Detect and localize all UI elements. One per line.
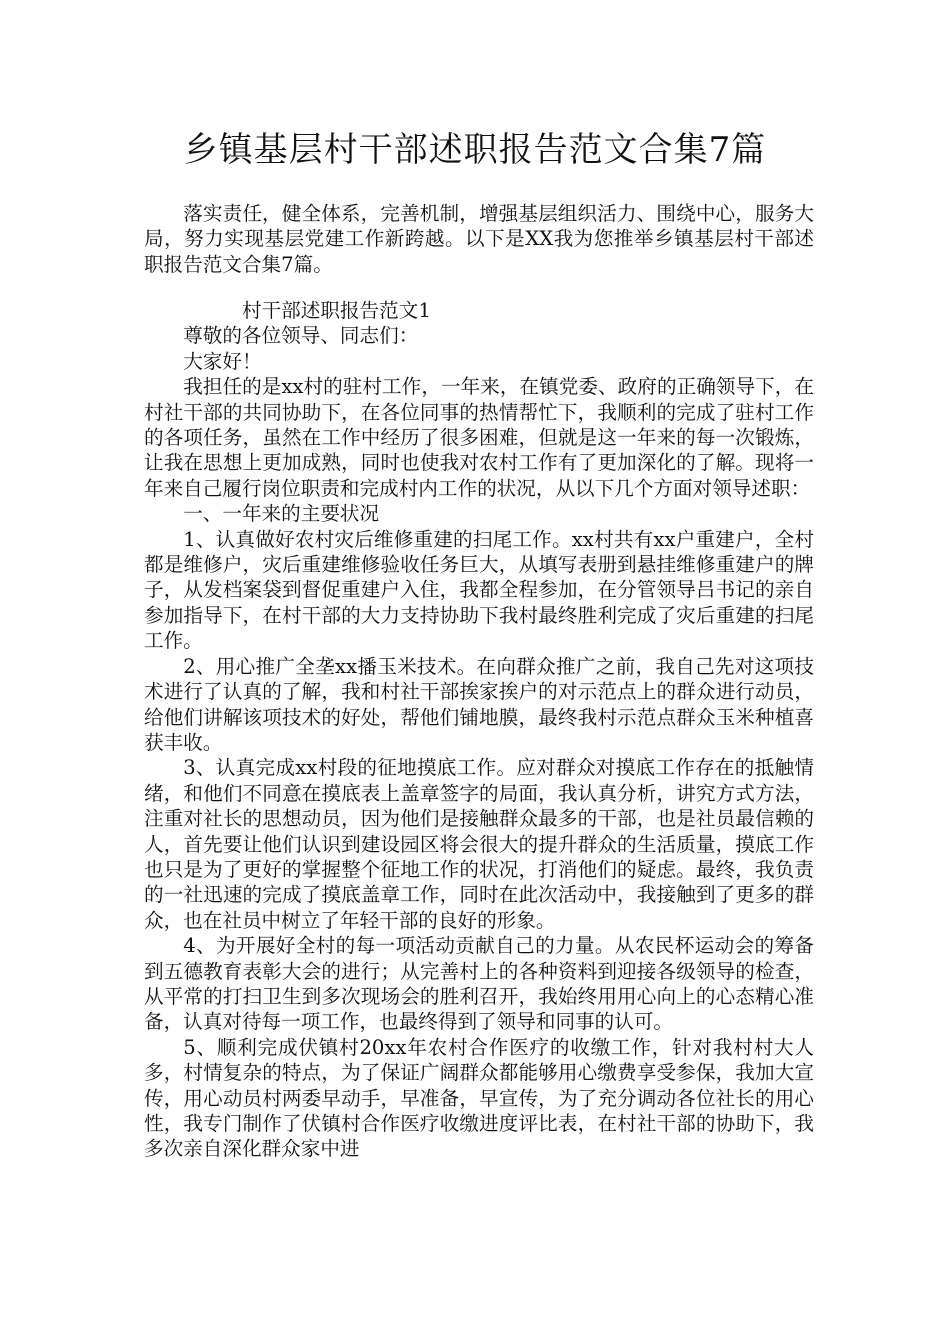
intro-block <box>144 201 814 277</box>
salutation: 尊敬的各位领导、同志们： <box>183 324 419 348</box>
body-paragraph: 5、顺利完成伏镇村20xx年农村合作医疗的收缴工作，针对我村村大人多，村情复杂的特点，为了保证广阔群众都能够用心缴费享受参保，我加大宣传，用心动员村两委早动手，早准备，早宣传，为了充分调动各位社长的用心性，我专门制作了伏镇村合作医疗收缴进度评比表，在村社干部的协助下，我多次亲自深化群众家中进 <box>144 1035 814 1161</box>
report-body <box>144 298 814 1162</box>
body-paragraph: 4、为开展好全村的每一项活动贡献自己的力量。从农民杯运动会的筹备到五德教育表彰大会的进行；从完善村上的各种资料到迎接各级领导的检查，从平常的打扫卫生到多次现场会的胜利召开，我始终用用心向上的心态精心准备，认真对待每一项工作，也最终得到了领导和同事的认可。 <box>144 934 814 1034</box>
intro-paragraph: 落实责任，健全体系，完善机制，增强基层组织活力、围绕中心，服务大局，努力实现基层党建工作新跨越。以下是XX我为您推举乡镇基层村干部述职报告范文合集7篇。 <box>144 202 814 276</box>
document-title: 乡镇基层村干部述职报告范文合集7篇 <box>183 130 767 170</box>
body-paragraph: 3、认真完成xx村段的征地摸底工作。应对群众对摸底工作存在的抵触情绪，和他们不同意在摸底表上盖章签字的局面，我认真分析，讲究方式方法，注重对社长的思想动员，因为他们是接触群众最多的干部，也是社员最信赖的人，首先要让他们认识到建设园区将会很大的提升群众的生活质量，摸底工作也只是为了更好的掌握整个征地工作的状况，打消他们的疑虑。最终，我负责的一社迅速的完成了摸底盖章工作，同时在此次活动中，我接触到了更多的群众，也在社员中树立了年轻干部的良好的形象。 <box>144 756 814 932</box>
subheading: 一、一年来的主要状况 <box>183 502 380 526</box>
section-heading: 村干部述职报告范文1 <box>242 299 431 322</box>
greeting: 大家好！ <box>183 349 262 373</box>
body-paragraph: 我担任的是xx村的驻村工作，一年来，在镇党委、政府的正确领导下，在村社干部的共同协助下，在各位同事的热情帮忙下，我顺利的完成了驻村工作的各项任务，虽然在工作中经历了很多困难，但就是这一年来的每一次锻炼，让我在思想上更加成熟，同时也使我对农村工作有了更加深化的了解。现将一年来自己履行岗位职责和完成村内工作的状况，从以下几个方面对领导述职： <box>144 375 814 500</box>
body-paragraph: 2、用心推广全垄xx播玉米技术。在向群众推广之前，我自己先对这项技术进行了认真的了解，我和村社干部挨家挨户的对示范点上的群众进行动员，给他们讲解该项技术的好处，帮他们铺地膜，最终我村示范点群众玉米种植喜获丰收。 <box>144 654 814 754</box>
body-paragraph: 1、认真做好农村灾后维修重建的扫尾工作。xx村共有xx户重建户，全村都是维修户，灾后重建维修验收任务巨大，从填写表册到悬挂维修重建户的牌子，从发档案袋到督促重建户入住，我都全程参加，在分管领导吕书记的亲自参加指导下，在村干部的大力支持协助下我村最终胜利完成了灾后重建的扫尾工作。 <box>144 527 814 653</box>
